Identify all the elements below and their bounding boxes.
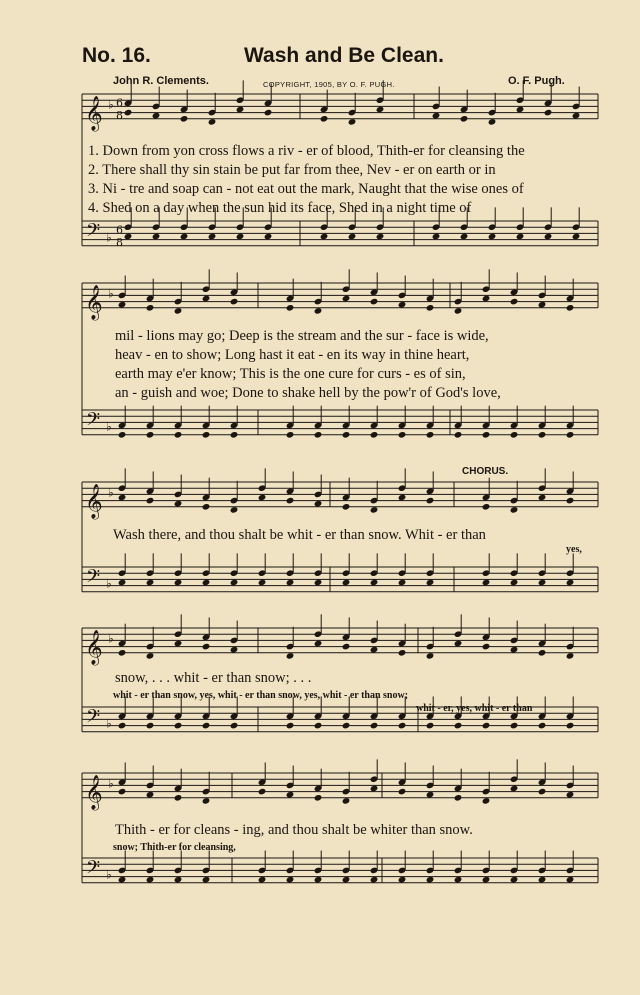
verse-4-line-1: 4. Shed on a day when the sun hid its face, Shed in a night time of [88,200,472,216]
verse-2-line-2: heav - en to show; Long hast it eat - en its way in thine heart, [115,347,470,363]
svg-text:♭: ♭ [106,867,112,882]
svg-text:𝄢: 𝄢 [86,220,101,246]
svg-text:𝄞: 𝄞 [85,95,103,131]
alto-response-text-2: snow; Thith-er for cleansing, [113,842,236,853]
bass-response-text: whit - er, yes, whit - er than [416,703,533,714]
verse-3-line-2: earth may e'er know; This is the one cure for curs - es of sin, [115,366,466,382]
svg-text:𝄢: 𝄢 [86,857,101,883]
svg-text:𝄢: 𝄢 [86,409,101,435]
svg-text:𝄞: 𝄞 [85,774,103,810]
svg-text:𝄢: 𝄢 [86,706,101,732]
svg-text:𝄞: 𝄞 [85,284,103,320]
chorus-line-2: snow, . . . whit - er than snow; . . . [115,670,312,686]
svg-text:6: 6 [116,96,123,110]
chorus-line-3: Thith - er for cleans - ing, and thou shalt be whiter than snow. [115,822,473,838]
hymn-title: Wash and Be Clean. [244,44,444,67]
svg-text:𝄞: 𝄞 [85,483,103,519]
svg-text:8: 8 [116,235,123,249]
copyright-notice: COPYRIGHT, 1905, BY O. F. PUGH. [263,80,395,89]
verse-1-line-2: mil - lions may go; Deep is the stream and the sur - face is wide, [115,328,489,344]
svg-text:♭: ♭ [106,576,112,591]
hymn-number: No. 16. [82,44,151,67]
chorus-line-1: Wash there, and thou shalt be whit - er than snow. Whit - er than [113,527,486,543]
chorus-label: CHORUS. [462,466,509,477]
verse-4-line-2: an - guish and woe; Done to shake hell by the pow'r of God's love, [115,385,501,401]
svg-text:♭: ♭ [106,716,112,731]
svg-text:8: 8 [116,108,123,122]
svg-text:♭: ♭ [108,631,114,646]
svg-text:𝄢: 𝄢 [86,566,101,592]
svg-text:♭: ♭ [108,286,114,301]
svg-text:𝄞: 𝄞 [85,629,103,665]
author-credit: John R. Clements. [113,75,209,87]
svg-text:♭: ♭ [106,230,112,245]
bass-cue-yes: yes, [566,544,582,555]
svg-text:6: 6 [116,223,123,237]
verse-3-line-1: 3. Ni - tre and soap can - not eat out the mark, Naught that the wise ones of [88,181,524,197]
svg-text:♭: ♭ [108,97,114,112]
composer-credit: O. F. Pugh. [508,75,565,87]
verse-1-line-1: 1. Down from yon cross flows a riv - er of blood, Thith-er for cleansing the [88,143,525,159]
svg-text:♭: ♭ [108,485,114,500]
verse-2-line-1: 2. There shall thy sin stain be put far from thee, Nev - er on earth or in [88,162,496,178]
alto-response-text: whit - er than snow, yes, whit - er than snow, yes, whit - er than snow; [113,690,409,701]
svg-text:♭: ♭ [106,419,112,434]
svg-text:♭: ♭ [108,776,114,791]
